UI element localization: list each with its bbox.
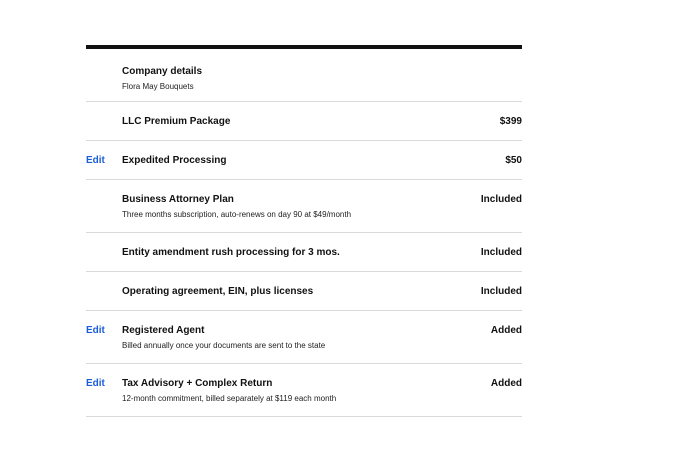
line-item-text xyxy=(122,247,452,259)
line-item-price: Included xyxy=(480,194,522,205)
edit-registered-agent-link[interactable]: Edit xyxy=(86,325,105,336)
line-item-text xyxy=(122,155,452,167)
line-item-operating-agreement xyxy=(86,272,522,311)
line-item-subtitle: 12-month commitment, billed separately at $119 each month xyxy=(122,394,337,403)
line-item-price: Added xyxy=(490,325,522,336)
line-item-price: Added xyxy=(490,378,522,389)
line-item-title: Expedited Processing xyxy=(122,155,227,166)
line-item-text xyxy=(122,116,452,128)
line-item-text xyxy=(122,194,452,220)
line-item-title: Business Attorney Plan xyxy=(122,194,234,205)
line-item-title: Entity amendment rush processing for 3 mos. xyxy=(122,247,340,258)
line-item-registered-agent xyxy=(86,311,522,364)
line-item-subtitle: Billed annually once your documents are sent to the state xyxy=(122,341,326,350)
line-item-subtitle: Three months subscription, auto-renews on day 90 at $49/month xyxy=(122,210,352,219)
company-details xyxy=(122,66,452,92)
edit-expedited-processing-link[interactable]: Edit xyxy=(86,155,105,166)
line-item-price: Included xyxy=(480,247,522,258)
line-item-title: LLC Premium Package xyxy=(122,116,231,127)
company-details-row xyxy=(86,49,522,102)
edit-tax-advisory-link[interactable]: Edit xyxy=(86,378,105,389)
company-name: Flora May Bouquets xyxy=(122,82,194,91)
line-item-tax-advisory xyxy=(86,364,522,417)
line-item-price: Included xyxy=(480,286,522,297)
line-item-text xyxy=(122,378,452,404)
order-summary xyxy=(86,45,522,417)
line-item-business-attorney-plan xyxy=(86,180,522,233)
line-item-title: Tax Advisory + Complex Return xyxy=(122,378,273,389)
line-item-text xyxy=(122,325,452,351)
line-item-price: $399 xyxy=(499,116,522,127)
line-item-title: Operating agreement, EIN, plus licenses xyxy=(122,286,314,297)
line-item-title: Registered Agent xyxy=(122,325,205,336)
line-item-text xyxy=(122,286,452,298)
line-item-entity-amendment-rush xyxy=(86,233,522,272)
company-details-title: Company details xyxy=(122,66,203,77)
line-item-llc-premium-package xyxy=(86,102,522,141)
line-item-price: $50 xyxy=(505,155,522,166)
line-item-expedited-processing xyxy=(86,141,522,180)
